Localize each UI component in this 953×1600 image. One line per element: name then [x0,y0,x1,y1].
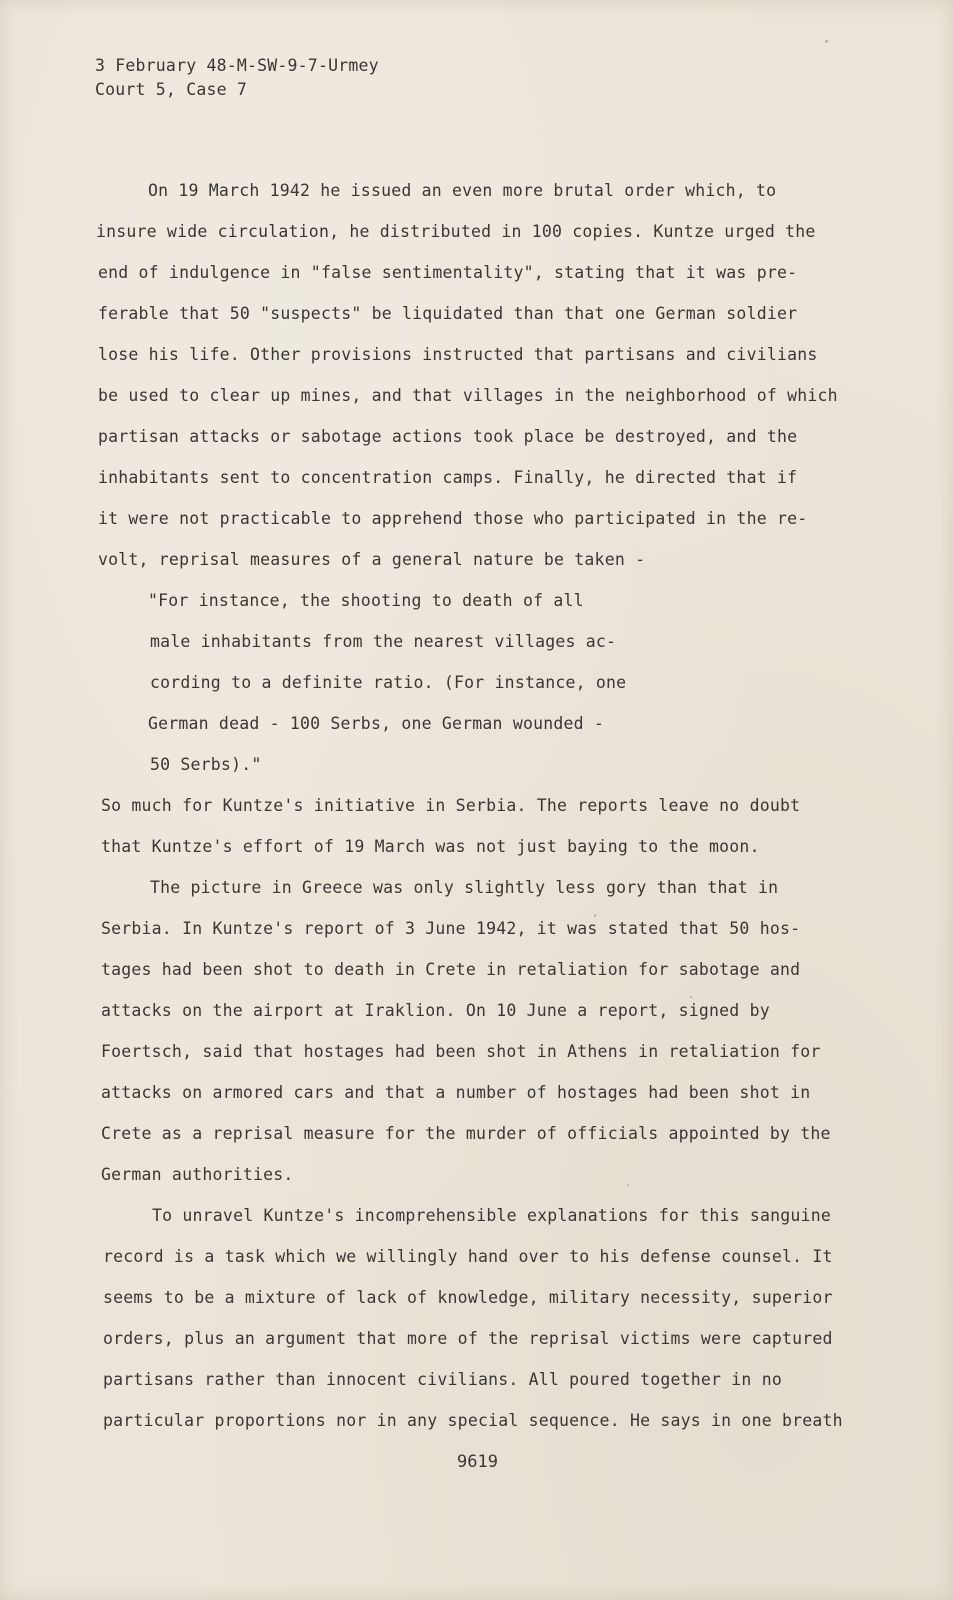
body-line: To unravel Kuntze's incomprehensible explanations for this sanguine [152,1206,831,1225]
body-line: lose his life. Other provisions instructed that partisans and civilians [98,345,818,364]
body-line: volt, reprisal measures of a general nature be taken - [98,550,646,569]
body-line: it were not practicable to apprehend those who participated in the re- [98,509,808,528]
body-line: be used to clear up mines, and that villages in the neighborhood of which [98,386,838,405]
body-line: attacks on the airport at Iraklion. On 10 June a report, signed by [101,1001,770,1020]
header-date-reference: 3 February 48-M-SW-9-7-Urmey [95,56,379,75]
body-line: ferable that 50 "suspects" be liquidated than that one German soldier [98,304,798,323]
body-line: orders, plus an argument that more of the reprisal victims were captured [103,1329,833,1348]
body-line: Serbia. In Kuntze's report of 3 June 1942, it was stated that 50 hos- [101,919,801,938]
body-line: insure wide circulation, he distributed in 100 copies. Kuntze urged the [96,222,816,241]
header-court-case: Court 5, Case 7 [95,80,248,99]
body-line: that Kuntze's effort of 19 March was not just baying to the moon. [101,837,760,856]
body-line: attacks on armored cars and that a number of hostages had been shot in [101,1083,811,1102]
quote-line: cording to a definite ratio. (For instance, one [150,673,627,692]
body-line: German authorities. [101,1165,294,1184]
body-line: So much for Kuntze's initiative in Serbia. The reports leave no doubt [101,796,801,815]
body-line: inhabitants sent to concentration camps. Finally, he directed that if [98,468,798,487]
quote-line: 50 Serbs)." [150,755,262,774]
body-line: The picture in Greece was only slightly less gory than that in [150,878,779,897]
quote-line: German dead - 100 Serbs, one German wounded - [148,714,605,733]
quote-line: "For instance, the shooting to death of all [148,591,584,610]
paper-speck [690,996,692,998]
body-line: On 19 March 1942 he issued an even more brutal order which, to [148,181,777,200]
body-line: seems to be a mixture of lack of knowledge, military necessity, superior [103,1288,833,1307]
body-line: Foertsch, said that hostages had been shot in Athens in retaliation for [101,1042,821,1061]
body-line: partisans rather than innocent civilians. All poured together in no [103,1370,782,1389]
body-line: particular proportions nor in any special sequence. He says in one breath [103,1411,843,1430]
body-line: end of indulgence in "false sentimentality", stating that it was pre- [98,263,798,282]
body-line: Crete as a reprisal measure for the murder of officials appointed by the [101,1124,831,1143]
quote-line: male inhabitants from the nearest villages ac- [150,632,617,651]
body-line: tages had been shot to death in Crete in retaliation for sabotage and [101,960,801,979]
body-line: record is a task which we willingly hand over to his defense counsel. It [103,1247,833,1266]
paper-speck [594,914,596,917]
paper-speck [825,40,828,43]
page-number: 9619 [457,1452,498,1472]
paper-speck [627,1184,629,1186]
body-line: partisan attacks or sabotage actions took place be destroyed, and the [98,427,798,446]
